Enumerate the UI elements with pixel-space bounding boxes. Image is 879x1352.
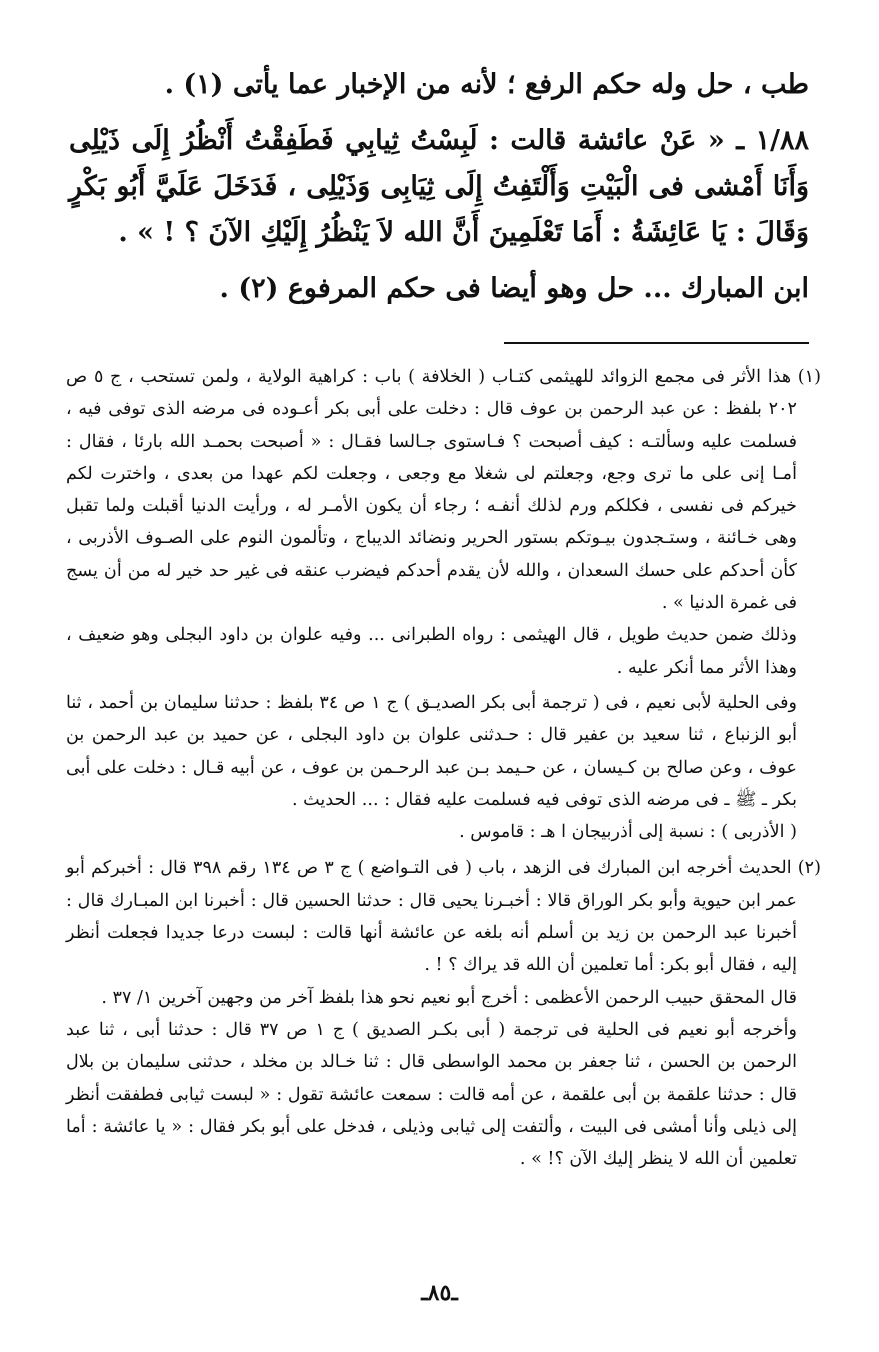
page-number: ـ٨٥ـ	[421, 1280, 458, 1306]
footnote-2: (٢) الحديث أخرجه ابن المبارك فى الزهد ، باب ( فى التـواضع ) ج ٣ ص ١٣٤ رقم ٣٩٨ قال : أخبركم أبو عمر ابن حيوية وأبو بكر الوراق قالا : أخبـرنا يحيى قال : حدثنا الحسين قال : أخبرنا ابن المبـارك قال : أخبرنا عبد الرحمن بن زيد بن أسلم أنه بلغه عن عائشة أنها قالت : لبست درعا جديدا فجعلت أنظر إليه ، فقال أبو بكر: أما تعلمين أن الله قد يراك ؟ ! .	[66, 858, 821, 976]
footnote-1: (١) هذا الأثر فى مجمع الزوائد للهيثمى كتـاب ( الخلافة ) باب : كراهية الولاية ، ولمن تستحب ، ج ٥ ص ٢٠٢ بلفظ : عن عبد الرحمن بن عوف قال : دخلت على أبى بكر أعـوده فى مرضه الذى توفى فيه ، فسلمت عليه وسألتـه : كيف أصبحت ؟ فـاستوى جـالسا فقـال : « أصبحت بحمـد الله بارئا ، فقال : أمـا إنى على ما ترى وجع، وجعلتم لى شغلا مع وجعى ، وجعلت لكم عهدا من بعدى ، واخترت لكم خيركم فى نفسى ، فكلكم ورم لذلك أنفـه ؛ رجاء أن يكون الأمـر له ، ورأيت الدنيا أقبلت ولما تقبل وهى خـائنة ، وستـجدون بيـوتكم بستور الحرير ونضائد الديباج ، وتألمون النوم على الصـوف الأذربى ، كأن أحدكم على حسك السعدان ، والله لأن يقدم أحدكم فيضرب عنقه فى غير حد خير له من أن يسج فى غمرة الدنيا » .	[66, 367, 821, 614]
footnote-1-paragraph: ( الأذربى ) : نسبة إلى أذربيجان ا هـ : قاموس .	[459, 822, 797, 843]
footnote-2-paragraph: وأخرجه أبو نعيم فى الحلية فى ترجمة ( أبى بكـر الصديق ) ج ١ ص ٣٧ قال : حدثنا أبى ، ثنا عبد الرحمن بن الحسن ، ثنا جعفر بن محمد الواسطى قال : ثنا خـالد بن مخلد ، حدثنى سليمان بن بلال قال : حدثنا علقمة بن أبى علقمة ، عن أمه قالت : سمعت عائشة تقول : « لبست ثيابى فطفقت أنظر إلى ذيلى وأنا أمشى فى البيت ، وألتفت إلى ثيابى وذيلى ، فدخل على أبو بكر فقال : « يا عائشة : أما تعلمين أن الله لا ينظر إليك الآن ؟! » .	[66, 1019, 798, 1170]
intro-line: طب ، حل وله حكم الرفع ؛ لأنه من الإخبار عما يأتى (١) .	[164, 69, 809, 100]
footnote-2-paragraph: قال المحقق حبيب الرحمن الأعظمى : أخرج أبو نعيم نحو هذا بلفظ آخر من وجهين آخرين ١/ ٣٧ .	[101, 987, 797, 1008]
hadith-text: ١/٨٨ ـ « عَنْ عائشة قالت : لَبِسْتُ ثِيابِي فَطَفِقْتُ أَنْظُرُ إِلَى ذَيْلِى وَأَنَا أَمْشى فى الْبَيْتِ وَأَلْتَفِتُ إِلَى ثِيَابِى وَذَيْلِى ، فَدَخَلَ عَلَيَّ أَبُو بَكْرٍ وَقَالَ : يَا عَائِشَةُ : أَمَا تَعْلَمِينَ أَنَّ الله لاَ يَنْظُرُ إِلَيْكِ الآنَ ؟ ! » .	[69, 125, 809, 248]
footnote-1-paragraph: وذلك ضمن حديث طويل ، قال الهيثمى : رواه الطبرانى ... وفيه علوان بن داود البجلى وهو ضعيف ، وهذا الأثر مما أنكر عليه .	[66, 625, 797, 678]
ruling-line: ابن المبارك ... حل وهو أيضا فى حكم المرفوع (٢) .	[219, 273, 809, 304]
footnote-separator	[504, 342, 809, 344]
main-text	[69, 62, 809, 312]
footnote-1-paragraph: وفى الحلية لأبى نعيم ، فى ( ترجمة أبى بكر الصديـق ) ج ١ ص ٣٤ بلفظ : حدثنا سليمان بن أحمد ، ثنا أبو الزنباع ، ثنا سعيد بن عفير قال : حـدثنى علوان بن داود البجلى ، عن حميد بن عبد الرحمن بن عوف ، وعن صالح بن كـيسان ، عن حـيمد بـن عبد الرحـمن بن عوف ، عن أبيه قـال : دخلت على أبى بكر ـ ﷺ ـ فى مرضه الذى توفى فيه فسلمت عليه فقال : ... الحديث .	[66, 692, 797, 810]
footnotes	[66, 361, 821, 1175]
